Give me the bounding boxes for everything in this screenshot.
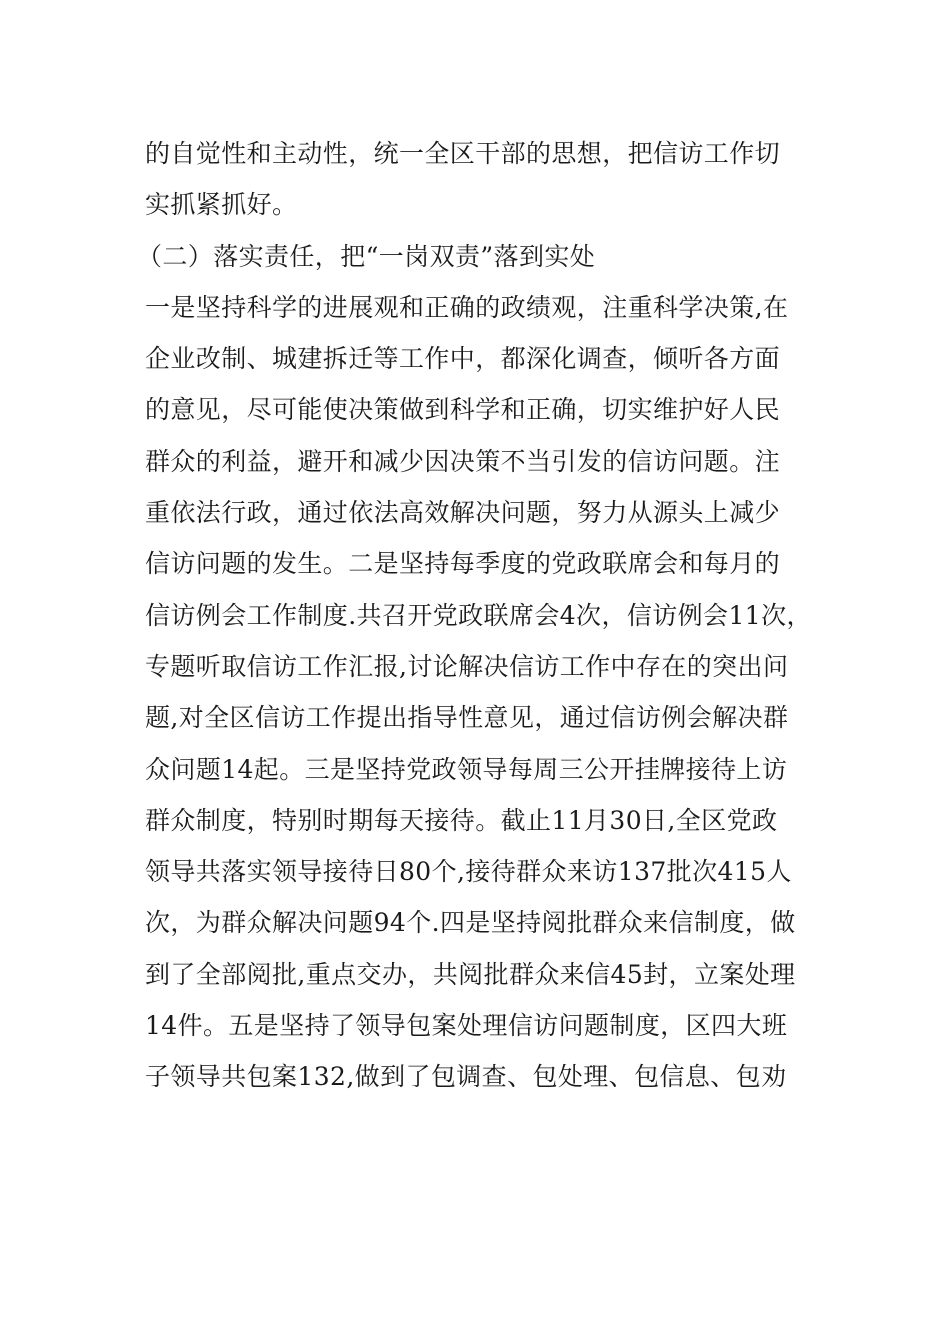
text-line-9: 信访问题的发生。二是坚持每季度的党政联席会和每月的 bbox=[145, 549, 781, 579]
text-line-18: 14件。五是坚持了领导包案处理信访问题制度，区四大班 bbox=[145, 1011, 788, 1041]
document-body bbox=[137, 128, 835, 1103]
text-line-19: 子领导共包案132,做到了包调查、包处理、包信息、包劝 bbox=[145, 1062, 787, 1092]
text-line-12: 题,对全区信访工作提出指导性意见，通过信访例会解决群 bbox=[145, 703, 789, 733]
text-line-16: 次，为群众解决问题94个.四是坚持阅批群众来信制度，做 bbox=[145, 908, 796, 938]
text-line-6: 的意见，尽可能使决策做到科学和正确，切实维护好人民 bbox=[145, 395, 781, 425]
text-line-5: 企业改制、城建拆迁等工作中，都深化调查，倾听各方面 bbox=[145, 344, 781, 374]
section-heading: （二）落实责任，把“一岗双责”落到实处 bbox=[137, 241, 596, 271]
text-line-4: 一是坚持科学的进展观和正确的政绩观，注重科学决策,在 bbox=[145, 292, 789, 322]
text-line-13: 众问题14起。三是坚持党政领导每周三公开挂牌接待上访 bbox=[145, 754, 788, 784]
text-line-15: 领导共落实领导接待日80个,接待群众来访137批次415人 bbox=[145, 857, 792, 887]
text-line-10: 信访例会工作制度.共召开党政联席会4次，信访例会11次， bbox=[145, 600, 812, 630]
text-line-8: 重依法行政，通过依法高效解决问题，努力从源头上减少 bbox=[145, 498, 781, 528]
text-line-1: 的自觉性和主动性，统一全区干部的思想，把信访工作切 bbox=[145, 139, 781, 168]
text-line-17: 到了全部阅批,重点交办，共阅批群众来信45封，立案处理 bbox=[145, 959, 796, 989]
text-line-2: 实抓紧抓好。 bbox=[145, 190, 298, 220]
text-line-14: 群众制度，特别时期每天接待。截止11月30日,全区党政 bbox=[145, 805, 778, 835]
text-line-11: 专题听取信访工作汇报,讨论解决信访工作中存在的突出问 bbox=[145, 651, 789, 681]
text-line-7: 群众的利益，避开和减少因决策不当引发的信访问题。注 bbox=[145, 446, 781, 476]
